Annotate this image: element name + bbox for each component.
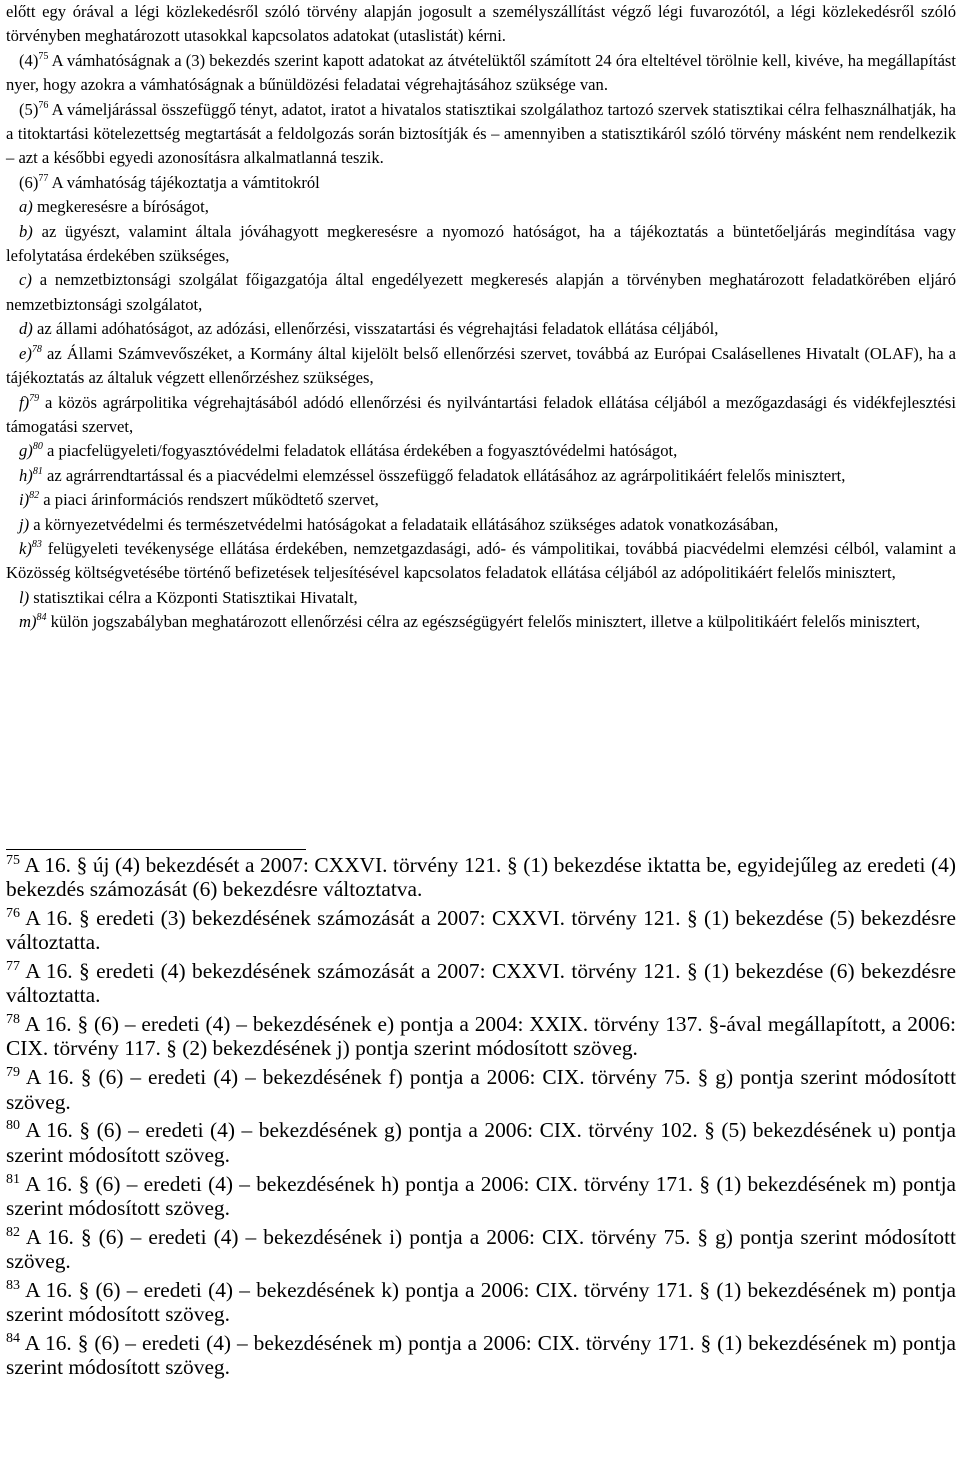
- list-item-text: az ügyészt, valamint általa jóváhagyott megkeresésre a nyomozó hatóságot, ha a tájékoztatás a büntetőeljárás megindítása vagy lefolytatása érdekében szükséges,: [6, 221, 956, 266]
- list-item-label: f): [19, 392, 30, 412]
- footnote: [6, 1225, 956, 1273]
- list-item-label: j): [19, 514, 30, 534]
- footnote-number: 76: [6, 906, 20, 922]
- footnote: [6, 959, 956, 1007]
- list-item: [6, 317, 956, 341]
- footnote: [6, 1118, 956, 1166]
- list-item-label: e): [19, 343, 32, 363]
- list-item-text: külön jogszabályban meghatározott ellenőrzési célra az egészségügyért felelős minisztert, illetve a külpolitikáért felelős minisztert,: [50, 612, 921, 632]
- list-item-text: megkeresésre a bíróságot,: [36, 197, 209, 217]
- footnote: [6, 1331, 956, 1379]
- footnote-text: A 16. § eredeti (3) bekezdésének számozását a 2007: CXXVI. törvény 121. § (1) bekezdése (5) bekezdésre változtatta.: [6, 906, 956, 955]
- paragraph-number: (4): [19, 50, 39, 70]
- list-item: [6, 195, 956, 219]
- footnote-text: A 16. § (6) – eredeti (4) – bekezdésének k) pontja a 2006: CIX. törvény 171. § (1) bekezdésének m) pontja szerint módosított szöveg.: [6, 1277, 957, 1326]
- footnote-reference[interactable]: 84: [36, 612, 47, 624]
- footnote-number: 81: [6, 1171, 20, 1187]
- list-item-label: g): [19, 441, 33, 461]
- list-item-label: d): [19, 319, 33, 339]
- paragraph-number: (5): [19, 99, 39, 119]
- paragraph-6: [6, 171, 956, 195]
- list-item-text: a közös agrárpolitika végrehajtásából adódó ellenőrzési és nyilvántartási feladok ellátása céljából a mezőgazdasági és vidékfejlesztési támogatási szervet,: [6, 392, 956, 436]
- footnote-reference[interactable]: 82: [29, 490, 40, 502]
- footnote-number: 84: [6, 1330, 20, 1346]
- footnote-number: 77: [6, 959, 20, 975]
- footnote: [6, 1278, 956, 1326]
- footnote-text: A 16. § új (4) bekezdését a 2007: CXXVI. törvény 121. § (1) bekezdése iktatta be, egyidejűleg az eredeti (4) bekezdés számozását (6) bekezdésre változtatva.: [6, 853, 957, 902]
- list-item-text: felügyeleti tevékenysége ellátása érdekében, nemzetgazdasági, adó- és vámpolitikai, továbbá piacvédelmi elemzési célból, valamint a Közösség költségvetésébe történő befizetések teljesítésével kapcsolatos feladatok ellátása céljából az adópolitikáért felelős minisztert,: [6, 538, 956, 583]
- document-page: [6, 0, 956, 635]
- footnote-reference[interactable]: 77: [38, 172, 49, 184]
- footnote-reference[interactable]: 79: [29, 392, 40, 404]
- footnote-number: 82: [6, 1224, 20, 1240]
- list-item-text: a piaci árinformációs rendszert működtető szervet,: [43, 490, 379, 510]
- footnote-separator: [6, 849, 306, 850]
- footnote-number: 75: [6, 853, 20, 868]
- list-item-label: h): [19, 465, 33, 485]
- footnote-text: A 16. § (6) – eredeti (4) – bekezdésének g) pontja a 2006: CIX. törvény 102. § (5) bekezdésének u) pontja szerint módosított szöveg.: [6, 1118, 956, 1167]
- list-item-text: az állami adóhatóságot, az adózási, ellenőrzési, visszatartási és végrehajtási feladatok ellátása céljából,: [36, 319, 719, 339]
- paragraph-text: A vámhatóság tájékoztatja a vámtitokról: [51, 172, 320, 192]
- list-item-label: m): [19, 612, 37, 632]
- list-item-label: c): [19, 270, 32, 290]
- footnote: [6, 1012, 956, 1060]
- footnote: [6, 906, 956, 954]
- footnote: [6, 1172, 956, 1220]
- list-item: [6, 391, 956, 440]
- footnote-reference[interactable]: 81: [32, 465, 43, 477]
- footnote-reference[interactable]: 78: [31, 343, 42, 355]
- list-item: [6, 586, 956, 610]
- list-item-text: az agrárrendtartással és a piacvédelmi elemzéssel összefüggő feladatok ellátásához az agrárpolitikáért felelős minisztert,: [46, 465, 846, 485]
- list-item: [6, 537, 956, 586]
- footnote-text: A 16. § (6) – eredeti (4) – bekezdésének h) pontja a 2006: CIX. törvény 171. § (1) bekezdésének m) pontja szerint módosított szöveg.: [6, 1171, 957, 1220]
- list-item-label: i): [19, 490, 30, 510]
- paragraph-text: A vámhatóságnak a (3) bekezdés szerint kapott adatokat az átvételüktől számított 24 óra elteltével törölnie kell, kivéve, ha megállapítást nyer, hogy azokra a vámhatóságnak a bűnüldözési feladatai végrehajtásához szüksége van.: [6, 50, 957, 95]
- footnote-text: A 16. § eredeti (4) bekezdésének számozását a 2007: CXXVI. törvény 121. § (1) bekezdése (6) bekezdésre változtatta.: [6, 959, 956, 1008]
- body-text: [6, 0, 956, 635]
- footnote-text: A 16. § (6) – eredeti (4) – bekezdésének f) pontja a 2006: CIX. törvény 75. § g) pontja szerint módosított szöveg.: [6, 1065, 957, 1114]
- list-item-label: b): [19, 221, 33, 241]
- paragraph-number: (6): [19, 172, 39, 192]
- list-item-label: k): [19, 538, 32, 558]
- list-item-text: a piacfelügyeleti/fogyasztóvédelmi feladatok ellátása érdekében a fogyasztóvédelmi hatóságot,: [46, 441, 678, 461]
- list-item: [6, 488, 956, 512]
- footnote-number: 80: [6, 1118, 20, 1134]
- list-item: [6, 220, 956, 269]
- footnote-number: 83: [6, 1277, 20, 1293]
- footnote-reference[interactable]: 80: [32, 441, 43, 453]
- footnote-reference[interactable]: 76: [38, 99, 49, 111]
- list-item-text: statisztikai célra a Központi Statisztikai Hivatalt,: [33, 587, 358, 607]
- list-item: [6, 268, 956, 317]
- footnote-number: 78: [6, 1012, 20, 1028]
- list-item-label: a): [19, 197, 33, 217]
- list-item: [6, 439, 956, 463]
- paragraph-continuation: [6, 0, 956, 49]
- list-item: [6, 610, 956, 634]
- footnote-text: A 16. § (6) – eredeti (4) – bekezdésének i) pontja a 2006: CIX. törvény 75. § g) pontja szerint módosított szöveg.: [6, 1224, 956, 1273]
- footnote-reference[interactable]: 83: [31, 538, 42, 550]
- paragraph-text: A vámeljárással összefüggő tényt, adatot, iratot a hivatalos statisztikai szolgálathoz tartozó szervek statisztikai célra felhasználhatják, ha a titoktartási kötelezettség megtartását a feldolgozás során biztosítják és – amennyiben a statisztikáról szóló törvény másként nem rendelkezik – azt a későbbi egyedi azonosításra alkalmatlanná teszik.: [6, 99, 957, 168]
- footnote: [6, 1065, 956, 1113]
- footnotes: [6, 853, 956, 1384]
- list-item: [6, 342, 956, 391]
- list-item-text: a nemzetbiztonsági szolgálat főigazgatója által engedélyezett megkeresés alapján a törvényben meghatározott feladatkörében eljáró nemzetbiztonsági szolgálatot,: [6, 270, 956, 314]
- footnote-number: 79: [6, 1065, 20, 1081]
- footnote-reference[interactable]: 75: [38, 50, 49, 62]
- footnote: [6, 853, 956, 901]
- list-item: [6, 513, 956, 537]
- paragraph-4: [6, 49, 956, 98]
- list-item: [6, 464, 956, 488]
- list-item-label: l): [19, 587, 30, 607]
- footnote-text: A 16. § (6) – eredeti (4) – bekezdésének m) pontja a 2006: CIX. törvény 171. § (1) bekezdésének m) pontja szerint módosított szöveg.: [6, 1330, 957, 1380]
- list-item-text: a környezetvédelmi és természetvédelmi hatóságokat a feladataik ellátásához szükséges adatok vonatkozásában,: [33, 514, 779, 534]
- paragraph-5: [6, 98, 956, 171]
- list-item-text: az Állami Számvevőszéket, a Kormány által kijelölt belső ellenőrzési szervet, továbbá az Európai Csalásellenes Hivatalt (OLAF), ha a tájékoztatás az általuk végzett ellenőrzéshez szükséges,: [6, 343, 956, 388]
- paragraph-text: előtt egy órával a légi közlekedésről szóló törvény alapján jogosult a személyszállítást végző légi fuvarozótól, a légi közlekedésről szóló törvényben meghatározott utasokkal kapcsolatos adatokat (utaslistát) kérni.: [6, 2, 956, 46]
- footnote-text: A 16. § (6) – eredeti (4) – bekezdésének e) pontja a 2004: XXIX. törvény 137. §-ával megállapított, a 2006: CIX. törvény 117. § (2) bekezdésének j) pontja szerint módosított szöveg.: [6, 1012, 956, 1061]
